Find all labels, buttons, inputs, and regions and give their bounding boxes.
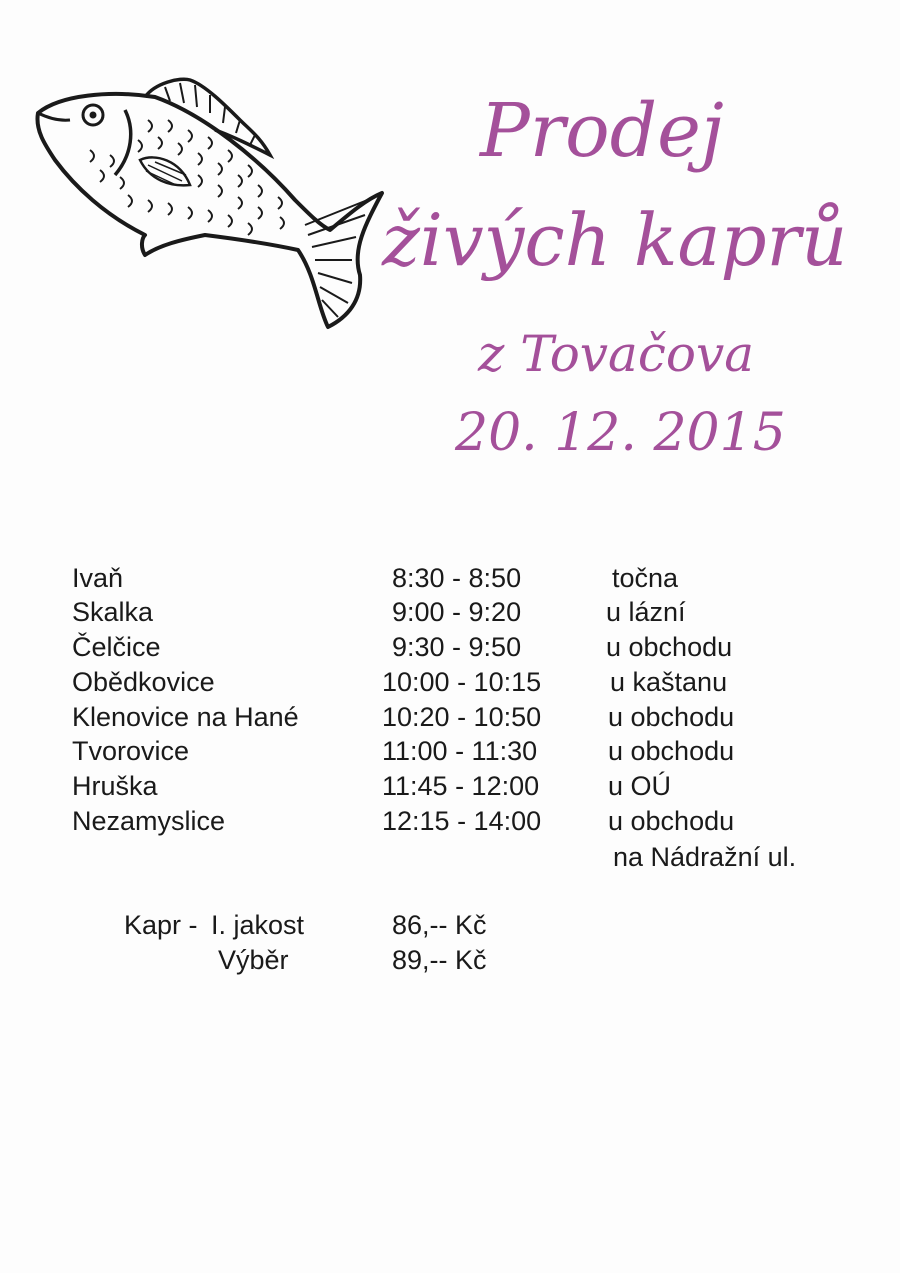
schedule-row [0,629,900,665]
schedule-row [0,803,900,839]
schedule-time: 9:30 - 9:50 [392,632,522,662]
schedule-time: 12:15 - 14:00 [382,806,542,836]
schedule-time: 11:45 - 12:00 [382,771,540,801]
carp-fish-illustration [30,75,390,335]
schedule-place: Skalka [72,597,154,627]
price-item-value: 86,-- Kč [392,910,487,940]
schedule-time: 8:30 - 8:50 [392,563,522,593]
title-line-1: Prodej [480,88,724,174]
schedule-location: u lázní [606,597,686,627]
schedule-time: 10:00 - 10:15 [382,667,542,697]
schedule-place: Klenovice na Hané [72,702,299,732]
schedule-location: u obchodu [608,806,735,836]
schedule-place: Obědkovice [72,667,215,697]
schedule-place: Hruška [72,771,158,801]
schedule-time: 11:00 - 11:30 [382,736,538,766]
sale-date: 20. 12. 2015 [455,403,786,463]
schedule-location: u obchodu [608,702,735,732]
schedule-row [0,733,900,769]
schedule-time: 9:00 - 9:20 [392,597,522,627]
schedule-place: Čelčice [72,632,161,662]
price-label: Kapr - [124,910,198,940]
schedule-location-extra: na Nádražní ul. [613,842,797,872]
schedule-location: u obchodu [608,736,735,766]
title-line-2: živých kaprů [382,198,848,282]
price-item-name: I. jakost [211,910,305,940]
schedule-location: u kaštanu [610,667,728,697]
schedule-location: u obchodu [606,632,733,662]
price-item-value: 89,-- Kč [392,945,487,975]
schedule-place: Tvorovice [72,736,190,766]
price-item-name: Výběr [218,945,289,975]
schedule-row [0,594,900,630]
schedule-place: Ivaň [72,563,124,593]
schedule-row [0,699,900,735]
schedule-location: u OÚ [608,771,672,801]
title-line-3: z Tovačova [478,325,755,383]
schedule-row [0,768,900,804]
schedule-place: Nezamyslice [72,806,226,836]
schedule-time: 10:20 - 10:50 [382,702,542,732]
schedule-row [0,560,900,596]
schedule-location: točna [612,563,679,593]
schedule-row [0,664,900,700]
